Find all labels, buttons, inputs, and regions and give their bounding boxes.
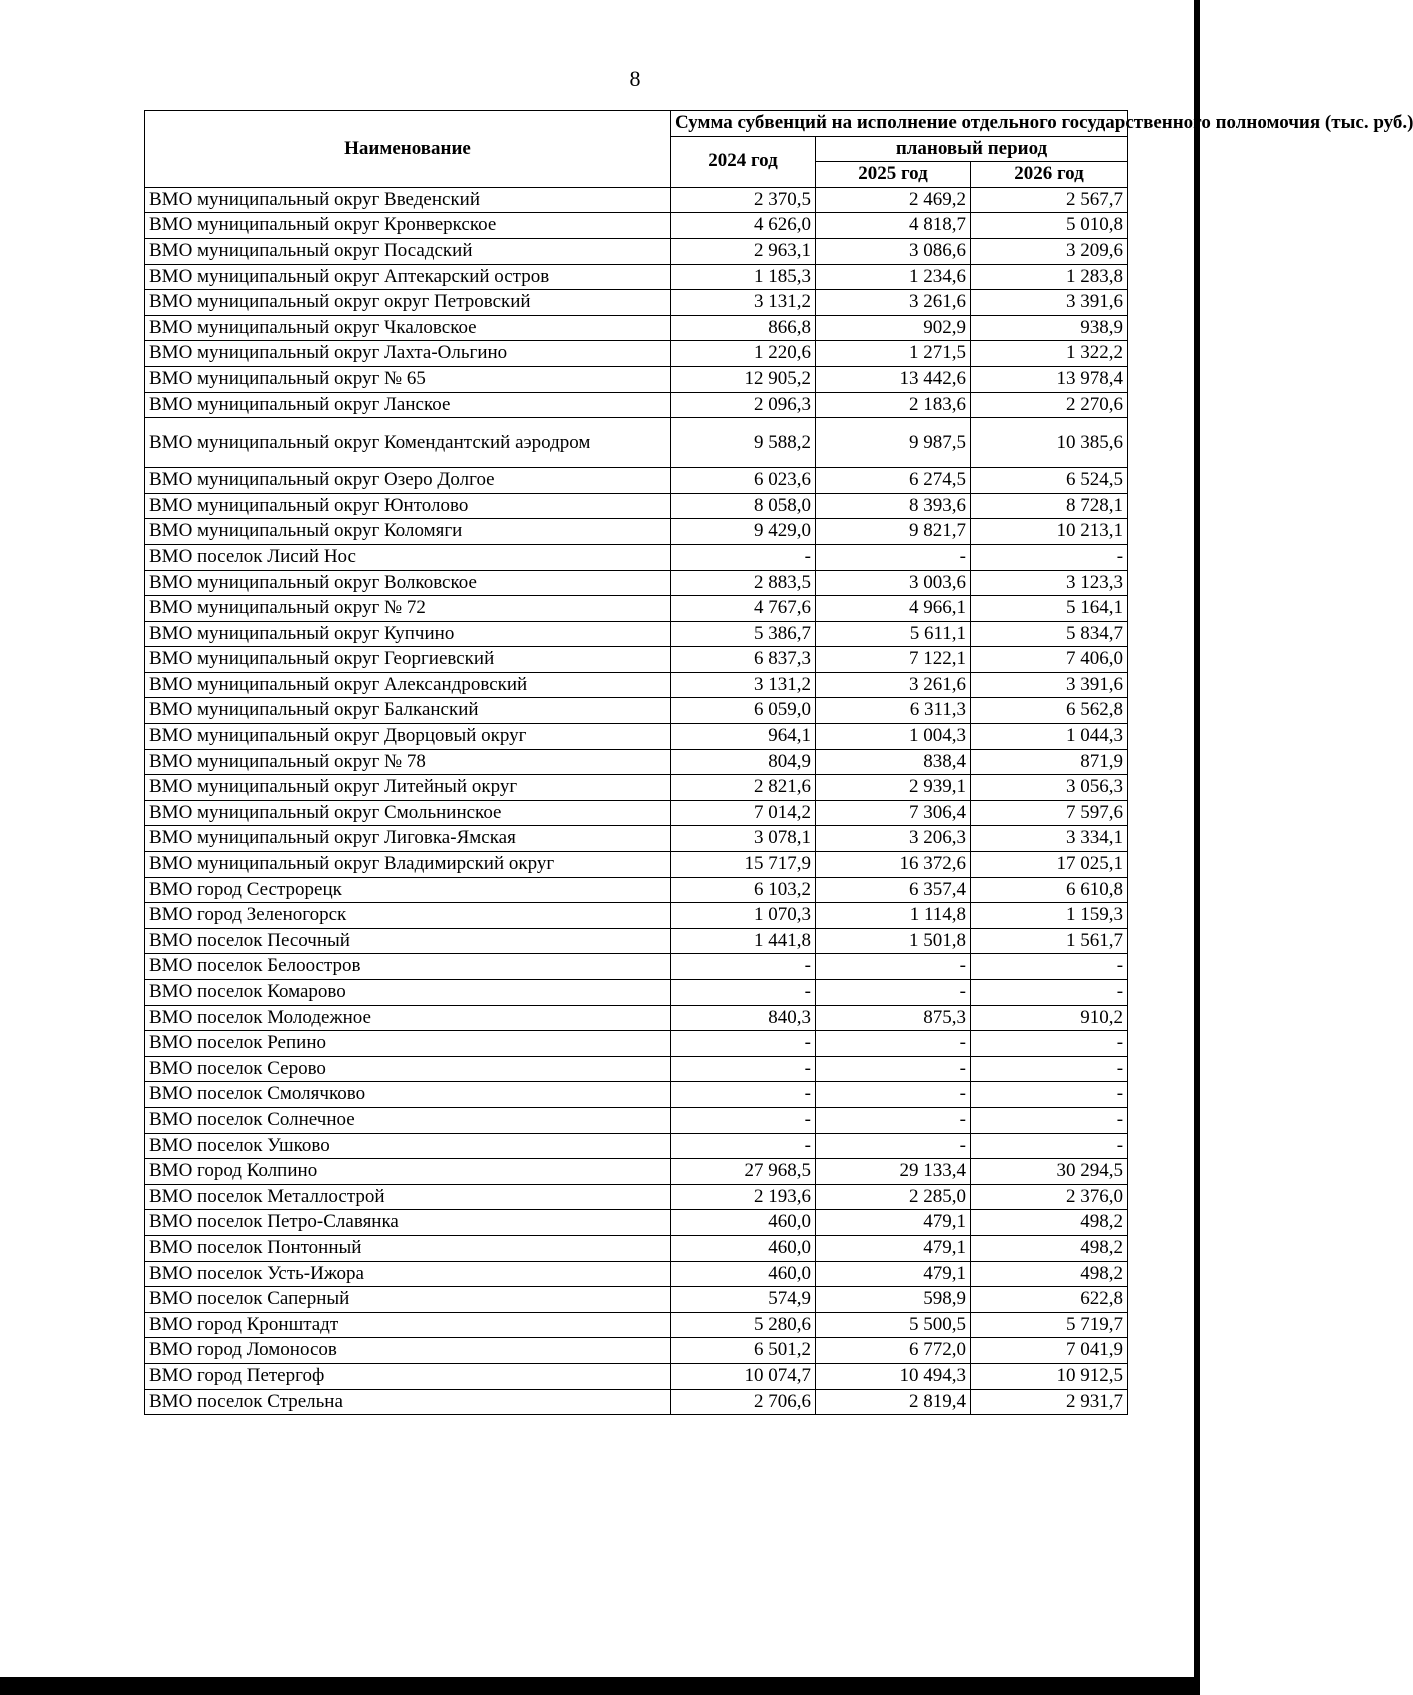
row-name: ВМО муниципальный округ Юнтолово	[145, 493, 671, 519]
table-row	[145, 877, 1128, 903]
row-value-2024: 5 280,6	[671, 1312, 816, 1338]
row-name: ВМО поселок Молодежное	[145, 1005, 671, 1031]
row-value-2024: 15 717,9	[671, 852, 816, 878]
row-value-2025: 902,9	[816, 315, 971, 341]
row-value-2025: 3 003,6	[816, 570, 971, 596]
table-row	[145, 187, 1128, 213]
row-value-2025: 3 261,6	[816, 290, 971, 316]
row-value-2026: 498,2	[971, 1261, 1128, 1287]
table-row	[145, 1235, 1128, 1261]
row-name: ВМО поселок Смолячково	[145, 1082, 671, 1108]
row-value-2024: 1 220,6	[671, 341, 816, 367]
row-value-2026: 6 562,8	[971, 698, 1128, 724]
row-value-2026: 1 044,3	[971, 724, 1128, 750]
table-row	[145, 980, 1128, 1006]
table-row	[145, 519, 1128, 545]
row-value-2024: -	[671, 1133, 816, 1159]
row-value-2025: -	[816, 544, 971, 570]
row-value-2024: 6 501,2	[671, 1338, 816, 1364]
row-value-2025: 598,9	[816, 1287, 971, 1313]
row-value-2026: 871,9	[971, 749, 1128, 775]
table-row	[145, 749, 1128, 775]
table-row	[145, 366, 1128, 392]
table-row	[145, 1107, 1128, 1133]
row-value-2026: 910,2	[971, 1005, 1128, 1031]
row-name: ВМО муниципальный округ Аптекарский остров	[145, 264, 671, 290]
row-name: ВМО поселок Лисий Нос	[145, 544, 671, 570]
table-row	[145, 1133, 1128, 1159]
table-row	[145, 826, 1128, 852]
row-value-2026: -	[971, 1056, 1128, 1082]
row-value-2026: -	[971, 1133, 1128, 1159]
row-name: ВМО муниципальный округ Купчино	[145, 621, 671, 647]
row-value-2025: 2 469,2	[816, 187, 971, 213]
row-value-2024: 2 706,6	[671, 1389, 816, 1415]
row-value-2025: 1 501,8	[816, 928, 971, 954]
table-row	[145, 1287, 1128, 1313]
table-row	[145, 1363, 1128, 1389]
row-value-2024: 10 074,7	[671, 1363, 816, 1389]
row-value-2024: 2 883,5	[671, 570, 816, 596]
row-value-2026: 7 406,0	[971, 647, 1128, 673]
row-value-2024: -	[671, 980, 816, 1006]
row-value-2024: 1 441,8	[671, 928, 816, 954]
row-value-2026: 498,2	[971, 1235, 1128, 1261]
row-value-2026: 1 561,7	[971, 928, 1128, 954]
row-value-2026: 3 391,6	[971, 290, 1128, 316]
row-value-2024: 27 968,5	[671, 1159, 816, 1185]
row-value-2026: 1 283,8	[971, 264, 1128, 290]
row-value-2026: 2 567,7	[971, 187, 1128, 213]
table-row	[145, 1389, 1128, 1415]
row-value-2025: -	[816, 1107, 971, 1133]
table-row	[145, 418, 1128, 468]
row-value-2024: 6 059,0	[671, 698, 816, 724]
row-value-2025: 1 114,8	[816, 903, 971, 929]
row-value-2025: 4 966,1	[816, 596, 971, 622]
row-value-2025: 5 500,5	[816, 1312, 971, 1338]
row-value-2025: 479,1	[816, 1235, 971, 1261]
row-name: ВМО поселок Металлострой	[145, 1184, 671, 1210]
row-value-2026: 2 270,6	[971, 392, 1128, 418]
row-value-2025: 16 372,6	[816, 852, 971, 878]
row-value-2025: -	[816, 980, 971, 1006]
row-name: ВМО город Петергоф	[145, 1363, 671, 1389]
header-name: Наименование	[145, 111, 671, 188]
row-value-2024: 964,1	[671, 724, 816, 750]
row-value-2025: 1 271,5	[816, 341, 971, 367]
row-name: ВМО муниципальный округ № 78	[145, 749, 671, 775]
table-row	[145, 903, 1128, 929]
row-value-2026: 13 978,4	[971, 366, 1128, 392]
table-row	[145, 1210, 1128, 1236]
page-number: 8	[629, 66, 641, 91]
row-value-2026: -	[971, 1107, 1128, 1133]
table-row	[145, 544, 1128, 570]
row-value-2024: 9 588,2	[671, 418, 816, 468]
row-value-2024: 460,0	[671, 1210, 816, 1236]
row-name: ВМО поселок Комарово	[145, 980, 671, 1006]
row-value-2026: 3 209,6	[971, 238, 1128, 264]
row-name: ВМО муниципальный округ Введенский	[145, 187, 671, 213]
row-value-2025: -	[816, 1082, 971, 1108]
row-name: ВМО поселок Ушково	[145, 1133, 671, 1159]
row-value-2026: 8 728,1	[971, 493, 1128, 519]
row-value-2026: 2 931,7	[971, 1389, 1128, 1415]
row-value-2024: 6 103,2	[671, 877, 816, 903]
row-value-2026: 5 719,7	[971, 1312, 1128, 1338]
row-value-2026: -	[971, 954, 1128, 980]
row-value-2024: -	[671, 954, 816, 980]
table-row	[145, 775, 1128, 801]
row-value-2025: -	[816, 954, 971, 980]
row-value-2025: 6 311,3	[816, 698, 971, 724]
row-value-2026: 498,2	[971, 1210, 1128, 1236]
table-row	[145, 1082, 1128, 1108]
row-value-2025: 3 206,3	[816, 826, 971, 852]
row-name: ВМО муниципальный округ Смольнинское	[145, 800, 671, 826]
row-value-2025: -	[816, 1133, 971, 1159]
row-name: ВМО муниципальный округ Кронверкское	[145, 213, 671, 239]
row-value-2024: 1 185,3	[671, 264, 816, 290]
row-value-2024: -	[671, 544, 816, 570]
table-row	[145, 698, 1128, 724]
row-value-2026: 938,9	[971, 315, 1128, 341]
table-row	[145, 1031, 1128, 1057]
row-value-2024: 460,0	[671, 1235, 816, 1261]
row-name: ВМО муниципальный округ Лиговка-Ямская	[145, 826, 671, 852]
row-name: ВМО муниципальный округ Владимирский округ	[145, 852, 671, 878]
row-value-2024: 574,9	[671, 1287, 816, 1313]
row-value-2024: 4 767,6	[671, 596, 816, 622]
table-row	[145, 341, 1128, 367]
table-row	[145, 1005, 1128, 1031]
row-value-2024: 9 429,0	[671, 519, 816, 545]
row-name: ВМО город Сестрорецк	[145, 877, 671, 903]
row-value-2024: 1 070,3	[671, 903, 816, 929]
header-planned-period: плановый период	[816, 136, 1128, 162]
row-name: ВМО поселок Песочный	[145, 928, 671, 954]
row-name: ВМО поселок Петро-Славянка	[145, 1210, 671, 1236]
table-row	[145, 1261, 1128, 1287]
row-value-2026: 5 010,8	[971, 213, 1128, 239]
row-value-2026: -	[971, 1082, 1128, 1108]
row-value-2026: -	[971, 980, 1128, 1006]
table-row	[145, 1056, 1128, 1082]
table-row	[145, 672, 1128, 698]
row-name: ВМО муниципальный округ Волковское	[145, 570, 671, 596]
row-value-2024: 804,9	[671, 749, 816, 775]
row-name: ВМО муниципальный округ № 72	[145, 596, 671, 622]
table-row	[145, 852, 1128, 878]
row-value-2024: -	[671, 1056, 816, 1082]
row-value-2024: 2 821,6	[671, 775, 816, 801]
row-value-2024: 2 096,3	[671, 392, 816, 418]
row-name: ВМО муниципальный округ Комендантский аэродром	[145, 418, 671, 468]
row-name: ВМО город Ломоносов	[145, 1338, 671, 1364]
row-value-2025: 10 494,3	[816, 1363, 971, 1389]
row-value-2026: -	[971, 544, 1128, 570]
row-value-2025: 9 987,5	[816, 418, 971, 468]
row-value-2024: 5 386,7	[671, 621, 816, 647]
row-value-2025: -	[816, 1056, 971, 1082]
header-year-2025: 2025 год	[816, 162, 971, 188]
table-row	[145, 1312, 1128, 1338]
row-name: ВМО город Зеленогорск	[145, 903, 671, 929]
table-row	[145, 1159, 1128, 1185]
row-value-2025: 7 122,1	[816, 647, 971, 673]
row-value-2025: 7 306,4	[816, 800, 971, 826]
row-name: ВМО муниципальный округ Дворцовый округ	[145, 724, 671, 750]
row-value-2024: -	[671, 1107, 816, 1133]
row-name: ВМО муниципальный округ Александровский	[145, 672, 671, 698]
row-value-2025: 4 818,7	[816, 213, 971, 239]
row-value-2024: -	[671, 1082, 816, 1108]
row-value-2026: 3 391,6	[971, 672, 1128, 698]
row-name: ВМО муниципальный округ Литейный округ	[145, 775, 671, 801]
row-name: ВМО город Кронштадт	[145, 1312, 671, 1338]
row-value-2026: 17 025,1	[971, 852, 1128, 878]
row-value-2025: 9 821,7	[816, 519, 971, 545]
table-row	[145, 493, 1128, 519]
row-name: ВМО поселок Серово	[145, 1056, 671, 1082]
row-name: ВМО муниципальный округ Георгиевский	[145, 647, 671, 673]
row-value-2025: 6 772,0	[816, 1338, 971, 1364]
row-value-2024: 2 193,6	[671, 1184, 816, 1210]
table-row	[145, 315, 1128, 341]
row-value-2025: 1 004,3	[816, 724, 971, 750]
subventions-table	[144, 110, 1413, 1415]
row-name: ВМО поселок Белоостров	[145, 954, 671, 980]
row-name: ВМО муниципальный округ Коломяги	[145, 519, 671, 545]
row-value-2025: 479,1	[816, 1210, 971, 1236]
row-value-2024: 4 626,0	[671, 213, 816, 239]
row-value-2026: 6 610,8	[971, 877, 1128, 903]
table-row	[145, 213, 1128, 239]
table-row	[145, 570, 1128, 596]
table-row	[145, 621, 1128, 647]
row-value-2024: 866,8	[671, 315, 816, 341]
row-value-2026: 622,8	[971, 1287, 1128, 1313]
row-value-2026: 3 334,1	[971, 826, 1128, 852]
row-value-2026: 7 041,9	[971, 1338, 1128, 1364]
row-value-2024: 12 905,2	[671, 366, 816, 392]
row-value-2026: 3 123,3	[971, 570, 1128, 596]
row-name: ВМО поселок Стрельна	[145, 1389, 671, 1415]
header-year-2024: 2024 год	[671, 136, 816, 187]
row-value-2026: 10 385,6	[971, 418, 1128, 468]
row-value-2024: 7 014,2	[671, 800, 816, 826]
table-row	[145, 647, 1128, 673]
row-name: ВМО муниципальный округ № 65	[145, 366, 671, 392]
row-value-2025: 2 819,4	[816, 1389, 971, 1415]
row-name: ВМО муниципальный округ округ Петровский	[145, 290, 671, 316]
table-row	[145, 392, 1128, 418]
row-value-2024: 460,0	[671, 1261, 816, 1287]
row-value-2025: 5 611,1	[816, 621, 971, 647]
table-row	[145, 928, 1128, 954]
row-value-2025: 2 285,0	[816, 1184, 971, 1210]
row-name: ВМО поселок Солнечное	[145, 1107, 671, 1133]
header-year-2026: 2026 год	[971, 162, 1128, 188]
row-name: ВМО муниципальный округ Чкаловское	[145, 315, 671, 341]
row-value-2025: 3 261,6	[816, 672, 971, 698]
row-name: ВМО муниципальный округ Лахта-Ольгино	[145, 341, 671, 367]
row-value-2026: 10 213,1	[971, 519, 1128, 545]
row-value-2026: 10 912,5	[971, 1363, 1128, 1389]
row-value-2024: 3 131,2	[671, 672, 816, 698]
table-row	[145, 800, 1128, 826]
row-value-2026: 3 056,3	[971, 775, 1128, 801]
table-row	[145, 238, 1128, 264]
table-row	[145, 596, 1128, 622]
row-name: ВМО муниципальный округ Ланское	[145, 392, 671, 418]
row-value-2025: 2 939,1	[816, 775, 971, 801]
row-value-2025: 3 086,6	[816, 238, 971, 264]
header-sum-title: Сумма субвенций на исполнение отдельного государственного полномочия (тыс. руб.)	[671, 111, 1128, 137]
row-value-2025: 1 234,6	[816, 264, 971, 290]
row-value-2024: 6 837,3	[671, 647, 816, 673]
row-value-2025: 2 183,6	[816, 392, 971, 418]
row-value-2026: 5 164,1	[971, 596, 1128, 622]
table-row	[145, 724, 1128, 750]
row-value-2026: 5 834,7	[971, 621, 1128, 647]
row-name: ВМО поселок Понтонный	[145, 1235, 671, 1261]
row-value-2025: 875,3	[816, 1005, 971, 1031]
row-value-2025: -	[816, 1031, 971, 1057]
table-row	[145, 468, 1128, 494]
table-row	[145, 290, 1128, 316]
row-name: ВМО муниципальный округ Посадский	[145, 238, 671, 264]
row-value-2025: 29 133,4	[816, 1159, 971, 1185]
row-value-2024: 2 370,5	[671, 187, 816, 213]
row-value-2024: 840,3	[671, 1005, 816, 1031]
row-value-2026: 1 322,2	[971, 341, 1128, 367]
table-body	[145, 187, 1128, 1414]
row-value-2024: 6 023,6	[671, 468, 816, 494]
row-value-2024: 3 131,2	[671, 290, 816, 316]
row-value-2025: 13 442,6	[816, 366, 971, 392]
row-name: ВМО поселок Саперный	[145, 1287, 671, 1313]
row-name: ВМО муниципальный округ Озеро Долгое	[145, 468, 671, 494]
row-value-2024: 2 963,1	[671, 238, 816, 264]
table-row	[145, 1338, 1128, 1364]
row-value-2026: 30 294,5	[971, 1159, 1128, 1185]
row-value-2025: 6 357,4	[816, 877, 971, 903]
row-value-2025: 838,4	[816, 749, 971, 775]
row-name: ВМО город Колпино	[145, 1159, 671, 1185]
row-name: ВМО поселок Репино	[145, 1031, 671, 1057]
row-name: ВМО поселок Усть-Ижора	[145, 1261, 671, 1287]
row-value-2026: 2 376,0	[971, 1184, 1128, 1210]
row-value-2026: -	[971, 1031, 1128, 1057]
row-value-2024: 8 058,0	[671, 493, 816, 519]
row-name: ВМО муниципальный округ Балканский	[145, 698, 671, 724]
row-value-2026: 1 159,3	[971, 903, 1128, 929]
row-value-2025: 479,1	[816, 1261, 971, 1287]
row-value-2024: -	[671, 1031, 816, 1057]
row-value-2026: 6 524,5	[971, 468, 1128, 494]
table-row	[145, 954, 1128, 980]
row-value-2025: 8 393,6	[816, 493, 971, 519]
row-value-2024: 3 078,1	[671, 826, 816, 852]
row-value-2026: 7 597,6	[971, 800, 1128, 826]
table-row	[145, 264, 1128, 290]
row-value-2025: 6 274,5	[816, 468, 971, 494]
table-row	[145, 1184, 1128, 1210]
